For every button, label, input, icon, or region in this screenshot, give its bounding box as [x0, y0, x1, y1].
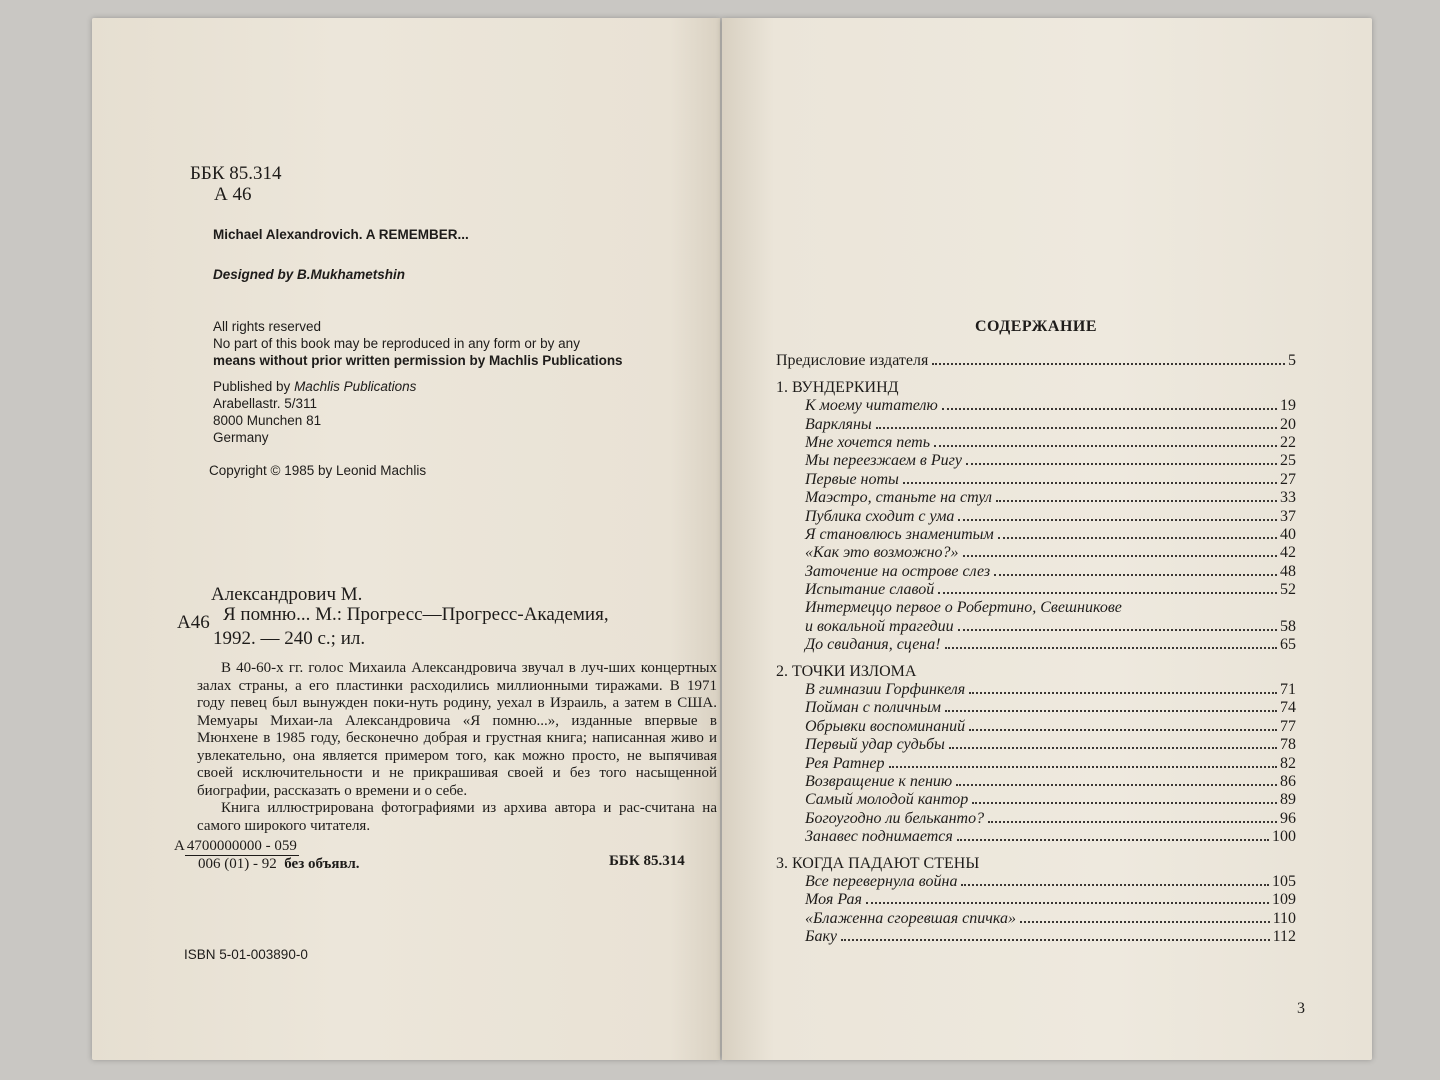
toc-entry: Моя Рая 109	[805, 891, 1296, 909]
toc-entry: «Блаженна сгоревшая спичка» 110	[805, 909, 1296, 927]
publisher-city: 8000 Munchen 81	[213, 413, 322, 428]
toc-page-number: 77	[1280, 717, 1296, 735]
rights-line: means without prior written permission by Machlis Publications	[213, 353, 623, 368]
english-title: Michael Alexandrovich. A REMEMBER...	[213, 227, 469, 242]
copyright: Copyright © 1985 by Leonid Machlis	[209, 463, 427, 478]
fraction-suffix: без объявл.	[284, 856, 360, 872]
toc-entry: В гимназии Горфинкеля 71	[805, 681, 1296, 699]
catalog-bibliography	[213, 603, 609, 651]
toc-page-number: 105	[1272, 872, 1296, 890]
toc-entry: Мы переезжаем в Ригу 25	[805, 452, 1296, 470]
rights-line: All rights reserved	[213, 319, 322, 334]
toc-entry: Пойман с поличным 74	[805, 699, 1296, 717]
toc-entry: Первый удар судьбы 78	[805, 736, 1296, 754]
toc-page-number: 27	[1280, 470, 1296, 488]
toc-gap	[776, 654, 1296, 662]
toc-page-number: 65	[1280, 636, 1296, 654]
isbn: ISBN 5-01-003890-0	[184, 947, 308, 962]
author-mark: А 46	[214, 184, 252, 205]
toc-entry: и вокальной трагедии 58	[805, 617, 1296, 635]
toc-page-number: 82	[1280, 754, 1296, 772]
toc-entry: Я становлюсь знаменитым 40	[805, 525, 1296, 543]
catalog-annotation	[197, 660, 717, 835]
toc-page-number: 20	[1280, 415, 1296, 433]
toc-page-number: 22	[1280, 433, 1296, 451]
toc-entry: Возвращение к пению 86	[805, 772, 1296, 790]
toc-gap	[776, 846, 1296, 854]
toc-page-number: 25	[1280, 452, 1296, 470]
toc-entry: Баку 112	[805, 928, 1296, 946]
toc-page-number: 52	[1280, 581, 1296, 599]
toc-chapter-title: 2. ТОЧКИ ИЗЛОМА	[776, 662, 917, 680]
toc-page-number: 58	[1280, 617, 1296, 635]
toc-entry: Богоугодно ли бельканто? 96	[805, 809, 1296, 827]
left-page	[92, 18, 720, 1060]
contents-title: СОДЕРЖАНИЕ	[975, 318, 1098, 335]
toc-entry: Все перевернула война 105	[805, 872, 1296, 890]
toc-page-number: 78	[1280, 736, 1296, 754]
catalog-author: Александрович М.	[211, 584, 363, 605]
toc-entry: Испытание славой 52	[805, 581, 1296, 599]
fraction-prefix: А	[174, 838, 185, 854]
toc-entry: Маэстро, станьте на стул 33	[805, 489, 1296, 507]
toc-entry: Рея Ратнер 82	[805, 754, 1296, 772]
fraction-numerator: 4700000000 - 059	[186, 838, 297, 854]
toc-page-number: 48	[1280, 562, 1296, 580]
toc-entry: До свидания, сцена! 65	[805, 636, 1296, 654]
toc-gap	[776, 370, 1296, 378]
toc-page-number: 109	[1272, 891, 1296, 909]
toc-entry: Обрывки воспоминаний 77	[805, 717, 1296, 735]
annotation-paragraph: В 40-60-х гг. голос Михаила Александровича звучал в луч-ших концертных залах страны, а его пластинки расходились миллионными тиражами. В 1971 году певец был вынужден поки-нуть родину, уехал в Израиль, а затем в США. Мемуары Михаи-ла Александровича «Я помню...», изданные впервые в Мюнхене в 1985 году, бесконечно добрая и грустная книга; написанная живо и увлекательно, она является примером того, как можно просто, не выпячивая своей исключительности и не прикрашивая своей и без того насыщенной биографии, рассказать о времени и о себе.	[197, 660, 717, 799]
toc-entry: Варкляны 20	[805, 415, 1296, 433]
toc-page-number: 40	[1280, 525, 1296, 543]
toc-entry: Заточение на острове слез 48	[805, 562, 1296, 580]
toc-page-number: 71	[1280, 681, 1296, 699]
toc-page-number: 110	[1272, 909, 1296, 927]
bbk-code-top	[190, 163, 282, 205]
toc-chapter-title: 1. ВУНДЕРКИНД	[776, 378, 899, 396]
rights-block	[213, 318, 623, 369]
toc-page-number: 112	[1272, 928, 1296, 946]
publisher-address: Arabellastr. 5/311	[213, 396, 318, 411]
toc-entry: Первые ноты 27	[805, 470, 1296, 488]
bbk-code-bottom: ББК 85.314	[609, 853, 685, 869]
toc-entry: Публика сходит с ума 37	[805, 507, 1296, 525]
page-number: 3	[1297, 1000, 1305, 1017]
fraction-denominator: 006 (01) - 92	[198, 856, 277, 872]
table-of-contents	[776, 352, 1296, 946]
toc-page-number: 89	[1280, 791, 1296, 809]
toc-page-number: 74	[1280, 699, 1296, 717]
toc-chapter-title: 3. КОГДА ПАДАЮТ СТЕНЫ	[776, 854, 980, 872]
toc-page-number: 100	[1272, 828, 1296, 846]
toc-page-number: 37	[1280, 507, 1296, 525]
toc-entry: Интермеццо первое о Робертино, Свешникове	[805, 599, 1122, 617]
toc-page-number: 33	[1280, 489, 1296, 507]
publisher-country: Germany	[213, 430, 269, 445]
toc-page-number: 86	[1280, 772, 1296, 790]
catalog-code: А46	[177, 612, 210, 633]
designed-by: Designed by B.Mukhametshin	[213, 267, 406, 282]
price-fraction	[174, 838, 360, 873]
toc-page-number: 42	[1280, 544, 1296, 562]
publisher-line: Published by Machlis Publications	[213, 379, 417, 394]
toc-entry: Мне хочется петь 22	[805, 433, 1296, 451]
toc-preface: Предисловие издателя 5	[776, 352, 1296, 370]
bbk-number: ББК 85.314	[190, 163, 282, 184]
toc-entry: Самый молодой кантор 89	[805, 791, 1296, 809]
toc-entry: «Как это возможно?» 42	[805, 544, 1296, 562]
bib-line: 1992. — 240 с.; ил.	[213, 628, 366, 649]
annotation-paragraph: Книга иллюстрирована фотографиями из архива автора и рас-считана на самого широкого читателя.	[197, 800, 717, 834]
bib-line: Я помню... М.: Прогресс—Прогресс-Академия,	[223, 604, 609, 625]
toc-page-number: 19	[1280, 397, 1296, 415]
toc-page-number: 96	[1280, 809, 1296, 827]
publisher-block	[213, 378, 416, 446]
toc-entry: К моему читателю 19	[805, 397, 1296, 415]
toc-entry: Занавес поднимается 100	[805, 828, 1296, 846]
rights-line: No part of this book may be reproduced in any form or by any	[213, 336, 580, 351]
